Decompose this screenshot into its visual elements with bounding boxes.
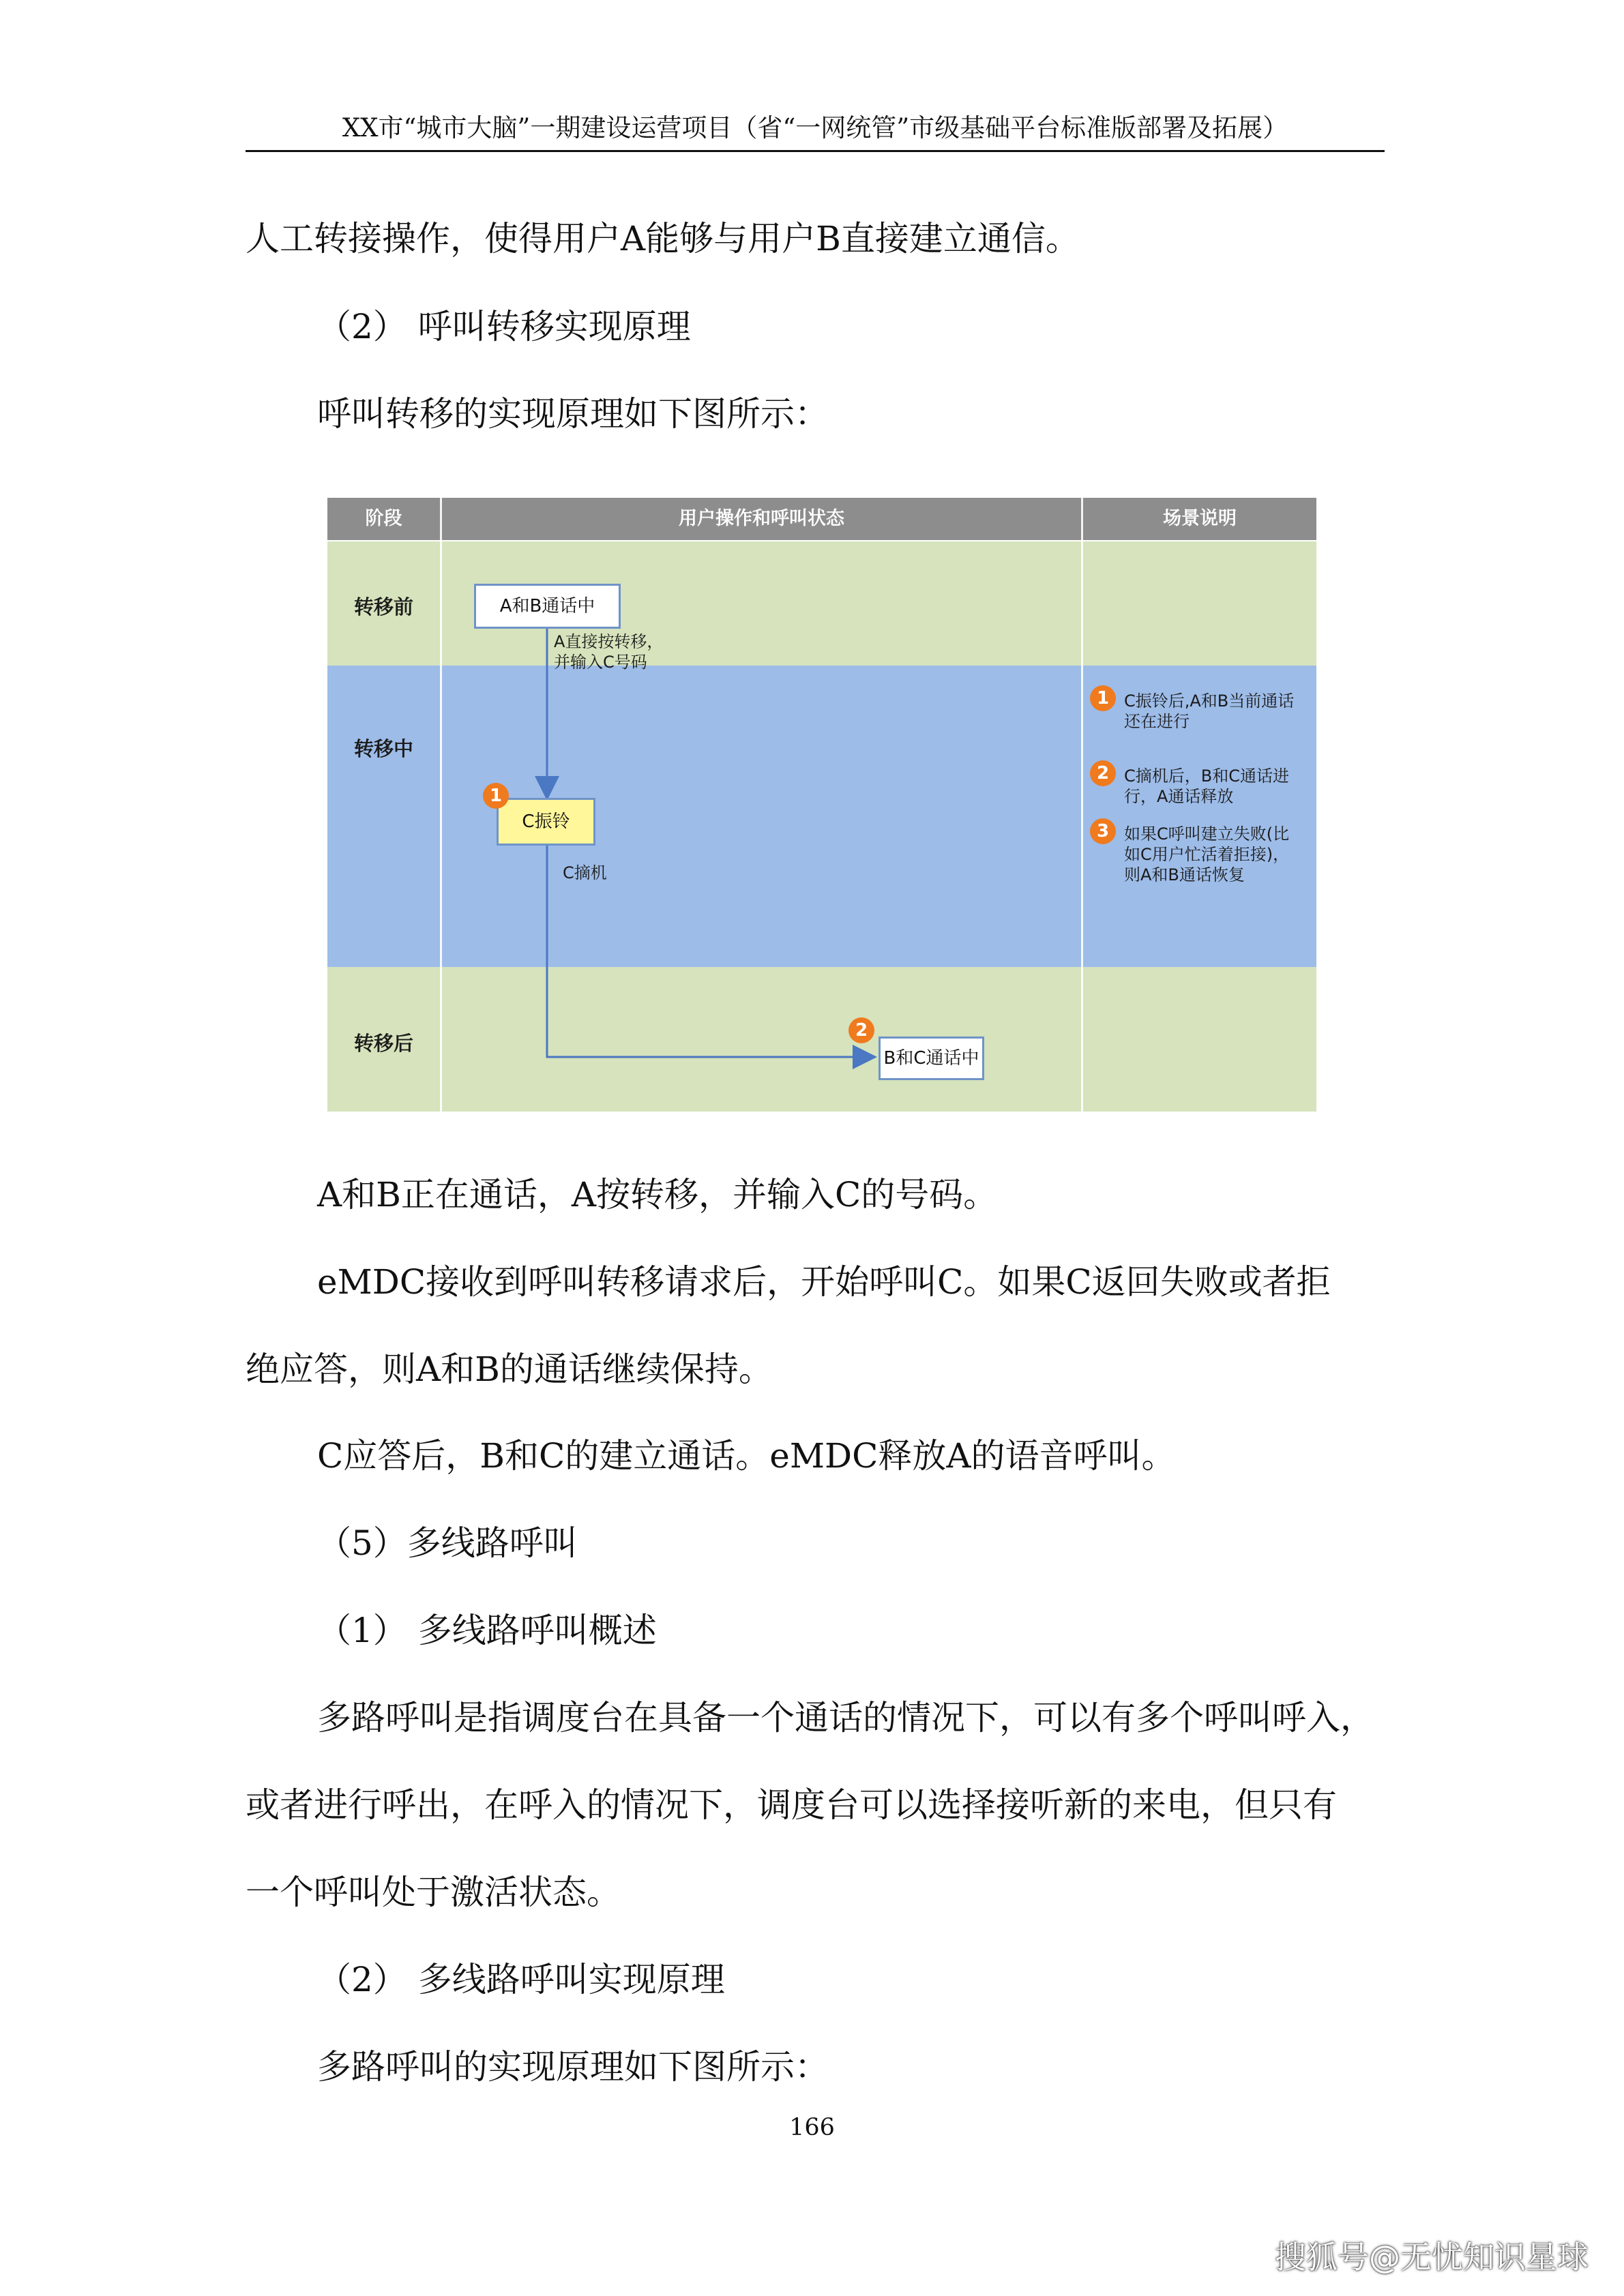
call-transfer-diagram xyxy=(327,498,1316,1112)
note-badge-3: 3 xyxy=(1090,818,1116,844)
note3-line3: 则A和B通话恢复 xyxy=(1124,865,1245,884)
state-c-ringing: C振铃 xyxy=(497,798,595,846)
note-badge-2: 2 xyxy=(1090,760,1116,786)
paragraph-4: A和B正在通话，A按转移，并输入C的号码。 xyxy=(317,1175,998,1214)
heading-multiline-principle: （2） 多线路呼叫实现原理 xyxy=(317,1960,725,1999)
note3-line2: 如C用户忙活着拒接)， xyxy=(1124,845,1290,864)
col-desc-header: 场景说明 xyxy=(1163,508,1237,529)
note1-line1: C振铃后,A和B当前通话 xyxy=(1124,691,1295,711)
stage-after-label: 转移后 xyxy=(353,1032,413,1055)
c-pickup-label: C摘机 xyxy=(563,863,607,882)
transfer-label-line1: A直接按转移， xyxy=(554,632,664,651)
state-bc-in-call: B和C通话中 xyxy=(879,1037,984,1080)
paragraph-5: eMDC接收到呼叫转移请求后，开始呼叫C。如果C返回失败或者拒 xyxy=(317,1262,1331,1302)
note-badge-1: 1 xyxy=(1090,685,1116,711)
note2-line1: C摘机后，B和C通话进 xyxy=(1124,766,1289,786)
note3-line1: 如果C呼叫建立失败(比 xyxy=(1124,824,1290,844)
heading-multiline-call: （5）多线路呼叫 xyxy=(317,1523,578,1563)
col-ops-header: 用户操作和呼叫状态 xyxy=(679,508,844,529)
paragraph-10: 多路呼叫是指调度台在具备一个通话的情况下，可以有多个呼叫呼入， xyxy=(317,1698,1374,1738)
paragraph-7: C应答后，B和C的建立通话。eMDC释放A的语音呼叫。 xyxy=(317,1436,1176,1476)
note1-line2: 还在进行 xyxy=(1124,712,1190,731)
step-badge-1: 1 xyxy=(483,783,509,809)
note2-line2: 行，A通话释放 xyxy=(1124,787,1234,806)
paragraph-11: 或者进行呼出，在呼入的情况下，调度台可以选择接听新的来电，但只有 xyxy=(246,1785,1337,1825)
page-number: 166 xyxy=(789,2114,835,2141)
stage-before-label: 转移前 xyxy=(353,595,413,618)
paragraph-14: 多路呼叫的实现原理如下图所示： xyxy=(317,2047,829,2087)
transfer-label-line2: 并输入C号码 xyxy=(554,653,647,672)
paragraph-12: 一个呼叫处于激活状态。 xyxy=(246,1873,621,1912)
watermark: 搜狐号@无忧知识星球 xyxy=(1275,2239,1589,2276)
paragraph-3: 呼叫转移的实现原理如下图所示： xyxy=(317,394,829,434)
heading-call-transfer-principle: （2） 呼叫转移实现原理 xyxy=(317,307,691,346)
paragraph-1: 人工转接操作，使得用户A能够与用户B直接建立通信。 xyxy=(246,219,1080,258)
page-header: XX市“城市大脑”一期建设运营项目（省“一网统管”市级基础平台标准版部署及拓展） xyxy=(342,113,1288,143)
heading-multiline-overview: （1） 多线路呼叫概述 xyxy=(317,1611,657,1650)
paragraph-6: 绝应答，则A和B的通话继续保持。 xyxy=(246,1350,773,1389)
step-badge-2: 2 xyxy=(848,1017,874,1043)
header-rule xyxy=(246,150,1385,152)
col-stage-header: 阶段 xyxy=(365,508,402,529)
state-ab-in-call: A和B通话中 xyxy=(474,584,621,629)
stage-mid-label: 转移中 xyxy=(353,737,413,760)
